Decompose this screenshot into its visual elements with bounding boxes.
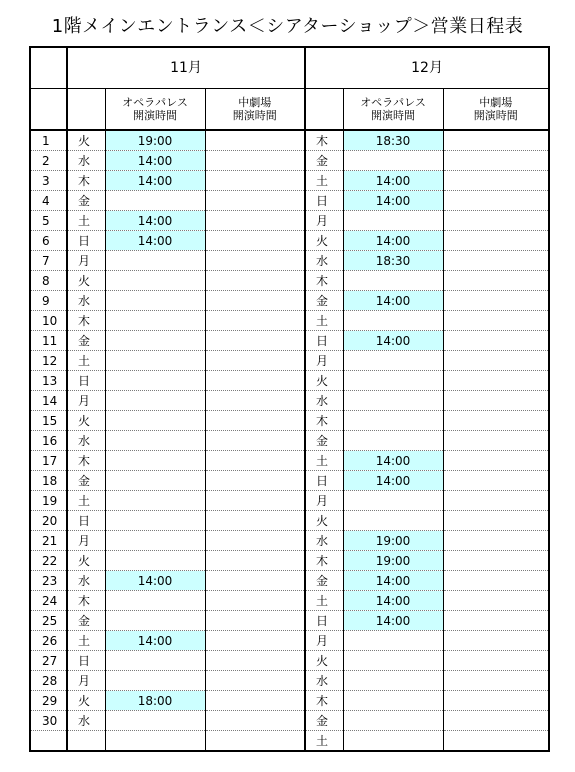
- mid-time-cell-nov: [205, 171, 305, 191]
- opera-time-cell-nov: [105, 711, 205, 731]
- weekday-cell-dec: 土: [305, 171, 343, 191]
- weekday-cell-nov: 火: [67, 551, 105, 571]
- opera-time-cell-dec: [343, 651, 443, 671]
- mid-time-cell-dec: [443, 631, 549, 651]
- weekday-cell-dec: 火: [305, 511, 343, 531]
- opera-time-cell-nov: [105, 391, 205, 411]
- opera-time-cell-dec: [343, 151, 443, 171]
- opera-time-cell-nov: [105, 311, 205, 331]
- mid-time-cell-nov: [205, 471, 305, 491]
- table-row: [30, 731, 549, 752]
- mid-time-cell-nov: [205, 331, 305, 351]
- day-number-cell: 1: [30, 130, 67, 151]
- table-row: [30, 191, 549, 211]
- venue-header-mid-dec: [443, 89, 549, 131]
- mid-time-cell-dec: [443, 211, 549, 231]
- opera-time-cell-dec: [343, 511, 443, 531]
- table-row: [30, 611, 549, 631]
- mid-time-cell-dec: [443, 551, 549, 571]
- mid-time-cell-dec: [443, 291, 549, 311]
- weekday-cell-nov: 金: [67, 331, 105, 351]
- day-number-cell: 28: [30, 671, 67, 691]
- day-number-cell: 7: [30, 251, 67, 271]
- table-row: [30, 151, 549, 171]
- weekday-cell-dec: 日: [305, 331, 343, 351]
- day-number-cell: 17: [30, 451, 67, 471]
- day-number-cell: 4: [30, 191, 67, 211]
- table-row: [30, 511, 549, 531]
- mid-time-cell-nov: [205, 591, 305, 611]
- day-number-cell: 13: [30, 371, 67, 391]
- weekday-cell-dec: 金: [305, 431, 343, 451]
- opera-time-cell-dec: 18:30: [343, 251, 443, 271]
- mid-time-cell-nov: [205, 671, 305, 691]
- weekday-cell-dec: 金: [305, 291, 343, 311]
- day-number-cell: 30: [30, 711, 67, 731]
- table-row: [30, 130, 549, 151]
- weekday-cell-nov: 水: [67, 431, 105, 451]
- opera-time-cell-nov: 18:00: [105, 691, 205, 711]
- mid-time-cell-dec: [443, 151, 549, 171]
- mid-time-cell-nov: [205, 191, 305, 211]
- weekday-cell-dec: 木: [305, 271, 343, 291]
- weekday-cell-dec: 火: [305, 231, 343, 251]
- opera-time-cell-dec: [343, 671, 443, 691]
- venue-header-opera-dec: [343, 89, 443, 131]
- venue-label-line: 開演時間: [133, 109, 177, 122]
- mid-time-cell-dec: [443, 731, 549, 752]
- opera-time-cell-dec: 14:00: [343, 611, 443, 631]
- weekday-cell-nov: 水: [67, 151, 105, 171]
- table-row: [30, 551, 549, 571]
- opera-time-cell-nov: [105, 651, 205, 671]
- weekday-cell-nov: 木: [67, 591, 105, 611]
- table-row: [30, 411, 549, 431]
- opera-time-cell-nov: 14:00: [105, 211, 205, 231]
- weekday-cell-dec: 土: [305, 731, 343, 752]
- table-row: [30, 571, 549, 591]
- day-number-cell: 8: [30, 271, 67, 291]
- opera-time-cell-dec: [343, 731, 443, 752]
- table-row: [30, 351, 549, 371]
- weekday-header-nov: [67, 89, 105, 131]
- weekday-cell-nov: 日: [67, 231, 105, 251]
- opera-time-cell-nov: [105, 431, 205, 451]
- weekday-cell-nov: 月: [67, 251, 105, 271]
- weekday-cell-nov: 月: [67, 531, 105, 551]
- mid-time-cell-nov: [205, 130, 305, 151]
- weekday-cell-dec: 土: [305, 451, 343, 471]
- weekday-cell-nov: 火: [67, 130, 105, 151]
- opera-time-cell-nov: [105, 291, 205, 311]
- mid-time-cell-nov: [205, 431, 305, 451]
- day-number-cell: 3: [30, 171, 67, 191]
- opera-time-cell-dec: [343, 311, 443, 331]
- opera-time-cell-dec: 14:00: [343, 471, 443, 491]
- day-number-cell: 14: [30, 391, 67, 411]
- opera-time-cell-nov: [105, 271, 205, 291]
- weekday-cell-dec: 日: [305, 191, 343, 211]
- mid-time-cell-dec: [443, 271, 549, 291]
- mid-time-cell-dec: [443, 691, 549, 711]
- weekday-cell-nov: 日: [67, 371, 105, 391]
- mid-time-cell-dec: [443, 451, 549, 471]
- weekday-cell-nov: 土: [67, 211, 105, 231]
- opera-time-cell-nov: [105, 491, 205, 511]
- table-row: [30, 531, 549, 551]
- corner-cell: [30, 47, 67, 89]
- mid-time-cell-dec: [443, 191, 549, 211]
- day-number-cell: 9: [30, 291, 67, 311]
- mid-time-cell-nov: [205, 651, 305, 671]
- mid-time-cell-dec: [443, 671, 549, 691]
- mid-time-cell-nov: [205, 411, 305, 431]
- weekday-cell-nov: 水: [67, 711, 105, 731]
- opera-time-cell-dec: 14:00: [343, 231, 443, 251]
- opera-time-cell-dec: 18:30: [343, 130, 443, 151]
- day-number-cell: 10: [30, 311, 67, 331]
- table-row: [30, 291, 549, 311]
- mid-time-cell-dec: [443, 391, 549, 411]
- weekday-cell-nov: 火: [67, 411, 105, 431]
- mid-time-cell-nov: [205, 451, 305, 471]
- opera-time-cell-dec: [343, 351, 443, 371]
- mid-time-cell-nov: [205, 711, 305, 731]
- weekday-cell-nov: 日: [67, 511, 105, 531]
- mid-time-cell-dec: [443, 591, 549, 611]
- day-number-cell: 21: [30, 531, 67, 551]
- opera-time-cell-nov: [105, 191, 205, 211]
- table-row: [30, 711, 549, 731]
- schedule-table: [29, 46, 550, 752]
- mid-time-cell-nov: [205, 731, 305, 752]
- day-number-cell: 23: [30, 571, 67, 591]
- opera-time-cell-nov: [105, 671, 205, 691]
- day-number-cell: 2: [30, 151, 67, 171]
- opera-time-cell-dec: 19:00: [343, 551, 443, 571]
- opera-time-cell-dec: [343, 371, 443, 391]
- opera-time-cell-nov: [105, 591, 205, 611]
- day-number-cell: 12: [30, 351, 67, 371]
- mid-time-cell-dec: [443, 231, 549, 251]
- weekday-cell-dec: 月: [305, 491, 343, 511]
- venue-label-line: オペラパレス: [122, 96, 188, 109]
- mid-time-cell-nov: [205, 391, 305, 411]
- table-row: [30, 271, 549, 291]
- weekday-cell-nov: 土: [67, 631, 105, 651]
- mid-time-cell-nov: [205, 571, 305, 591]
- opera-time-cell-dec: 14:00: [343, 191, 443, 211]
- mid-time-cell-nov: [205, 611, 305, 631]
- venue-header-opera-nov: [105, 89, 205, 131]
- mid-time-cell-dec: [443, 411, 549, 431]
- opera-time-cell-dec: [343, 271, 443, 291]
- weekday-cell-dec: 金: [305, 151, 343, 171]
- weekday-cell-nov: 火: [67, 271, 105, 291]
- day-number-cell: 29: [30, 691, 67, 711]
- day-number-cell: 22: [30, 551, 67, 571]
- weekday-cell-nov: 土: [67, 491, 105, 511]
- opera-time-cell-dec: [343, 211, 443, 231]
- opera-time-cell-nov: [105, 251, 205, 271]
- mid-time-cell-dec: [443, 171, 549, 191]
- mid-time-cell-dec: [443, 491, 549, 511]
- mid-time-cell-nov: [205, 491, 305, 511]
- weekday-cell-nov: 金: [67, 191, 105, 211]
- weekday-cell-dec: 火: [305, 651, 343, 671]
- mid-time-cell-dec: [443, 571, 549, 591]
- opera-time-cell-dec: [343, 631, 443, 651]
- weekday-cell-nov: 水: [67, 291, 105, 311]
- weekday-cell-dec: 月: [305, 211, 343, 231]
- mid-time-cell-nov: [205, 351, 305, 371]
- day-number-cell: [30, 731, 67, 752]
- weekday-cell-nov: 水: [67, 571, 105, 591]
- weekday-cell-nov: 月: [67, 391, 105, 411]
- mid-time-cell-nov: [205, 511, 305, 531]
- table-row: [30, 691, 549, 711]
- mid-time-cell-dec: [443, 130, 549, 151]
- table-row: [30, 231, 549, 251]
- weekday-cell-nov: 木: [67, 171, 105, 191]
- weekday-cell-dec: 金: [305, 711, 343, 731]
- table-row: [30, 371, 549, 391]
- opera-time-cell-nov: 14:00: [105, 231, 205, 251]
- table-row: [30, 631, 549, 651]
- opera-time-cell-dec: [343, 391, 443, 411]
- page-title: 1階メインエントランス＜シアターショップ＞営業日程表: [51, 16, 524, 37]
- mid-time-cell-nov: [205, 211, 305, 231]
- opera-time-cell-dec: [343, 491, 443, 511]
- weekday-cell-dec: 水: [305, 391, 343, 411]
- weekday-header-dec: [305, 89, 343, 131]
- mid-time-cell-dec: [443, 371, 549, 391]
- table-row: [30, 651, 549, 671]
- mid-time-cell-dec: [443, 511, 549, 531]
- mid-time-cell-nov: [205, 311, 305, 331]
- table-row: [30, 171, 549, 191]
- opera-time-cell-nov: 19:00: [105, 130, 205, 151]
- weekday-cell-nov: 火: [67, 691, 105, 711]
- day-number-cell: 20: [30, 511, 67, 531]
- opera-time-cell-dec: 14:00: [343, 451, 443, 471]
- weekday-cell-dec: 日: [305, 611, 343, 631]
- mid-time-cell-dec: [443, 331, 549, 351]
- opera-time-cell-dec: 14:00: [343, 591, 443, 611]
- weekday-cell-dec: 木: [305, 411, 343, 431]
- month-header-nov: 11月: [67, 47, 305, 89]
- opera-time-cell-dec: [343, 691, 443, 711]
- mid-time-cell-nov: [205, 231, 305, 251]
- table-row: [30, 471, 549, 491]
- weekday-cell-nov: 土: [67, 351, 105, 371]
- table-row: [30, 591, 549, 611]
- weekday-cell-nov: 木: [67, 311, 105, 331]
- mid-time-cell-dec: [443, 471, 549, 491]
- table-row: [30, 391, 549, 411]
- opera-time-cell-dec: [343, 411, 443, 431]
- mid-time-cell-dec: [443, 311, 549, 331]
- mid-time-cell-nov: [205, 291, 305, 311]
- mid-time-cell-dec: [443, 251, 549, 271]
- table-row: [30, 311, 549, 331]
- venue-header-mid-nov: [205, 89, 305, 131]
- opera-time-cell-nov: [105, 531, 205, 551]
- day-number-cell: 5: [30, 211, 67, 231]
- opera-time-cell-nov: [105, 731, 205, 752]
- opera-time-cell-nov: [105, 551, 205, 571]
- day-number-cell: 16: [30, 431, 67, 451]
- opera-time-cell-dec: 19:00: [343, 531, 443, 551]
- venue-label-line: 中劇場: [479, 96, 513, 109]
- month-header-dec: 12月: [305, 47, 549, 89]
- opera-time-cell-nov: 14:00: [105, 631, 205, 651]
- weekday-cell-dec: 火: [305, 371, 343, 391]
- opera-time-cell-nov: 14:00: [105, 171, 205, 191]
- mid-time-cell-dec: [443, 651, 549, 671]
- weekday-cell-dec: 木: [305, 130, 343, 151]
- table-row: [30, 431, 549, 451]
- opera-time-cell-dec: 14:00: [343, 571, 443, 591]
- opera-time-cell-nov: [105, 331, 205, 351]
- opera-time-cell-dec: [343, 431, 443, 451]
- weekday-cell-dec: 月: [305, 631, 343, 651]
- weekday-cell-dec: 水: [305, 671, 343, 691]
- mid-time-cell-nov: [205, 551, 305, 571]
- weekday-cell-dec: 土: [305, 311, 343, 331]
- day-number-cell: 11: [30, 331, 67, 351]
- opera-time-cell-dec: 14:00: [343, 331, 443, 351]
- opera-time-cell-nov: [105, 611, 205, 631]
- opera-time-cell-nov: [105, 511, 205, 531]
- day-number-cell: 6: [30, 231, 67, 251]
- weekday-cell-nov: 金: [67, 611, 105, 631]
- table-row: [30, 251, 549, 271]
- day-number-cell: 15: [30, 411, 67, 431]
- weekday-cell-dec: 土: [305, 591, 343, 611]
- venue-label-line: 開演時間: [232, 109, 277, 122]
- mid-time-cell-nov: [205, 371, 305, 391]
- day-number-cell: 26: [30, 631, 67, 651]
- weekday-cell-dec: 水: [305, 531, 343, 551]
- weekday-cell-nov: [67, 731, 105, 752]
- mid-time-cell-nov: [205, 271, 305, 291]
- opera-time-cell-nov: 14:00: [105, 151, 205, 171]
- mid-time-cell-dec: [443, 531, 549, 551]
- month-header-row: [30, 47, 549, 89]
- table-row: [30, 491, 549, 511]
- venue-header-row: [30, 89, 549, 131]
- weekday-cell-dec: 金: [305, 571, 343, 591]
- corner-cell: [30, 89, 67, 131]
- weekday-cell-nov: 日: [67, 651, 105, 671]
- day-number-cell: 25: [30, 611, 67, 631]
- day-number-cell: 27: [30, 651, 67, 671]
- weekday-cell-dec: 日: [305, 471, 343, 491]
- weekday-cell-dec: 木: [305, 691, 343, 711]
- opera-time-cell-dec: 14:00: [343, 291, 443, 311]
- mid-time-cell-dec: [443, 711, 549, 731]
- mid-time-cell-nov: [205, 251, 305, 271]
- weekday-cell-nov: 金: [67, 471, 105, 491]
- mid-time-cell-nov: [205, 691, 305, 711]
- day-number-cell: 19: [30, 491, 67, 511]
- weekday-cell-nov: 月: [67, 671, 105, 691]
- mid-time-cell-dec: [443, 431, 549, 451]
- opera-time-cell-nov: [105, 371, 205, 391]
- weekday-cell-dec: 水: [305, 251, 343, 271]
- mid-time-cell-nov: [205, 151, 305, 171]
- opera-time-cell-nov: [105, 411, 205, 431]
- weekday-cell-dec: 木: [305, 551, 343, 571]
- table-row: [30, 671, 549, 691]
- weekday-cell-dec: 月: [305, 351, 343, 371]
- opera-time-cell-dec: [343, 711, 443, 731]
- venue-label-line: オペラパレス: [360, 96, 426, 109]
- mid-time-cell-dec: [443, 611, 549, 631]
- opera-time-cell-nov: [105, 351, 205, 371]
- table-row: [30, 211, 549, 231]
- opera-time-cell-nov: [105, 471, 205, 491]
- venue-label-line: 中劇場: [238, 96, 272, 109]
- mid-time-cell-dec: [443, 351, 549, 371]
- day-number-cell: 24: [30, 591, 67, 611]
- table-row: [30, 451, 549, 471]
- opera-time-cell-nov: [105, 451, 205, 471]
- day-number-cell: 18: [30, 471, 67, 491]
- opera-time-cell-nov: 14:00: [105, 571, 205, 591]
- opera-time-cell-dec: 14:00: [343, 171, 443, 191]
- mid-time-cell-nov: [205, 531, 305, 551]
- venue-label-line: 開演時間: [473, 109, 518, 122]
- mid-time-cell-nov: [205, 631, 305, 651]
- venue-label-line: 開演時間: [371, 109, 416, 122]
- table-row: [30, 331, 549, 351]
- weekday-cell-nov: 木: [67, 451, 105, 471]
